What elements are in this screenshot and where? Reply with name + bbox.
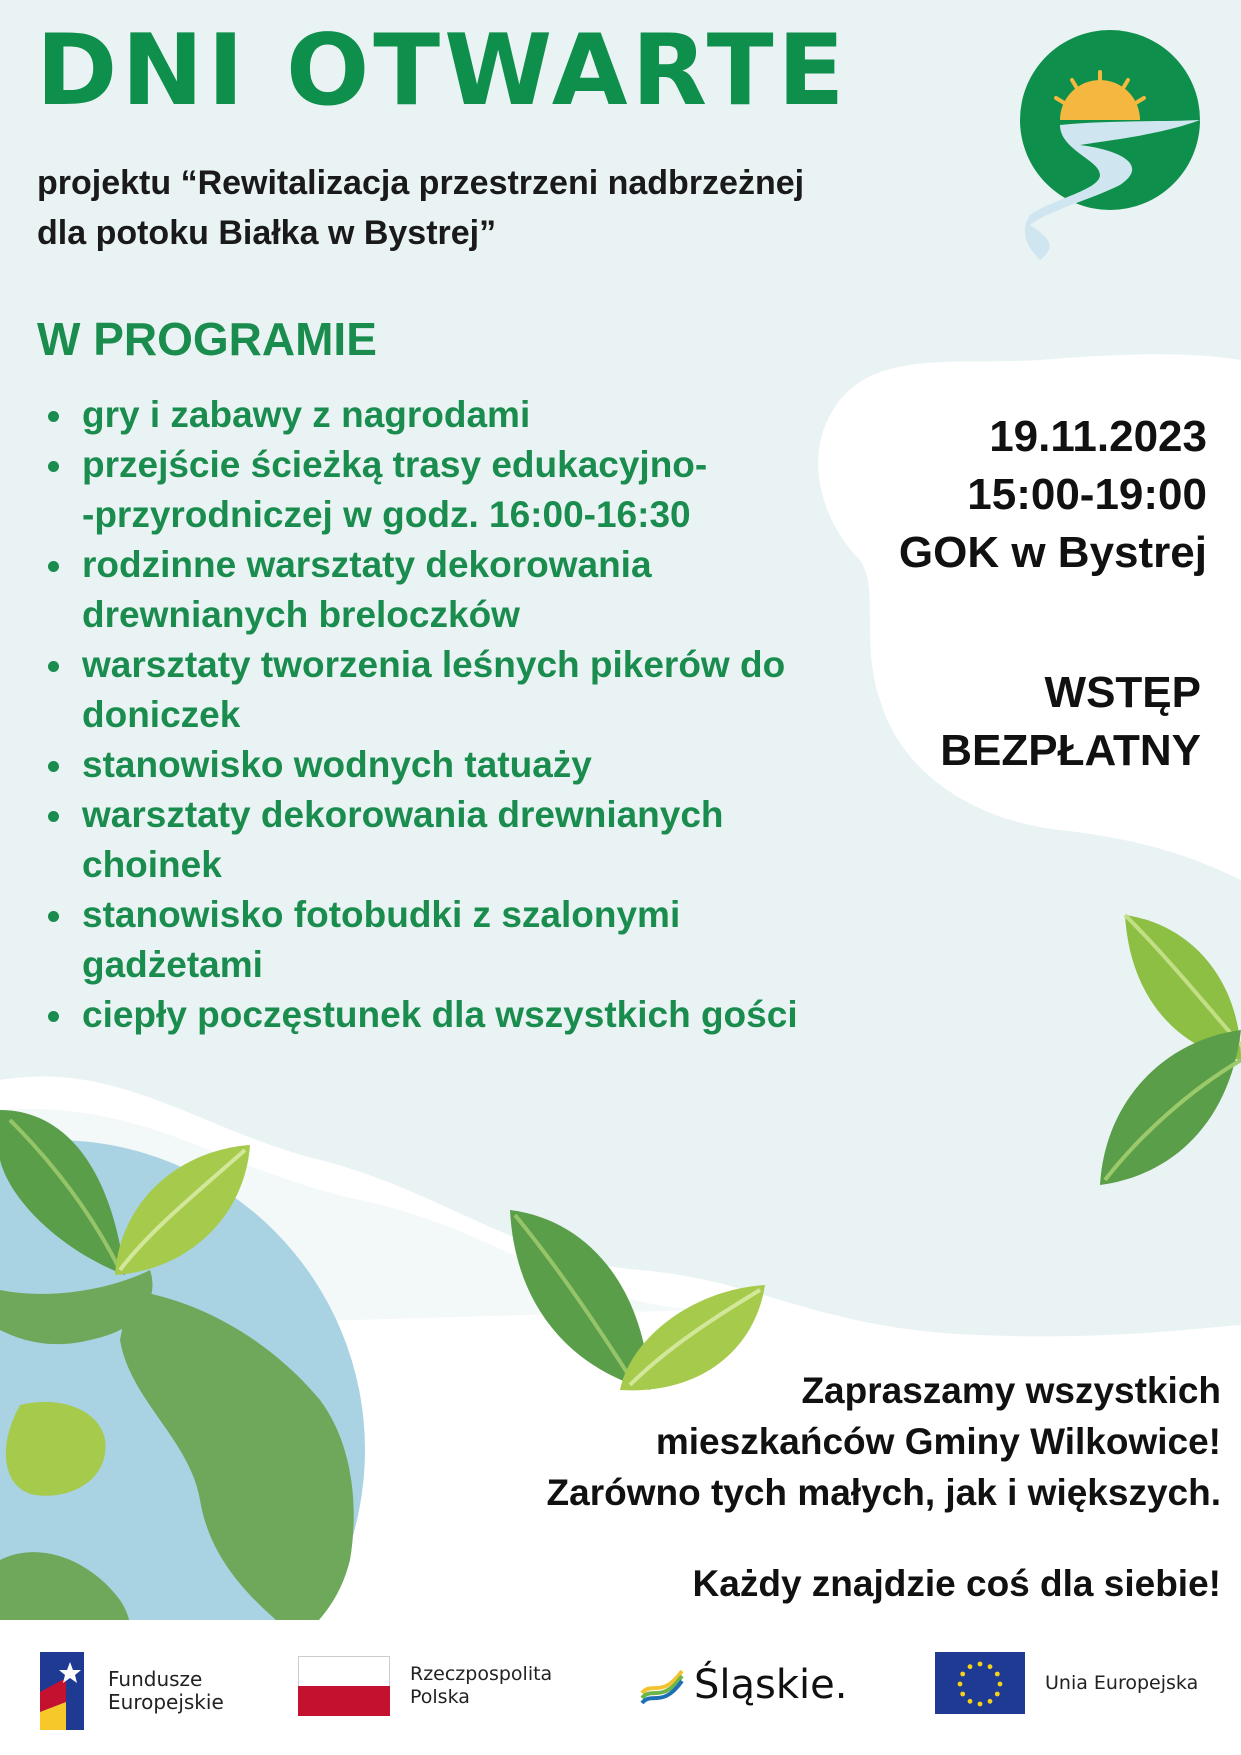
fe-line-1: Fundusze [108, 1667, 203, 1691]
list-item: rodzinne warsztaty dekorowania drewnianych breloczków [42, 540, 902, 640]
page-title: DNI OTWARTE [36, 14, 849, 128]
fundusze-europejskie-logo [40, 1652, 224, 1730]
event-info [899, 408, 1207, 582]
list-item: stanowisko wodnych tatuaży [42, 740, 902, 790]
event-date: 19.11.2023 [989, 412, 1207, 461]
rp-line-1: Rzeczpospolita [410, 1663, 553, 1685]
unia-europejska-logo [935, 1652, 1198, 1714]
ue-label: Unia Europejska [1045, 1672, 1199, 1694]
poland-flag-icon [298, 1656, 390, 1716]
project-subtitle [37, 158, 997, 258]
invite-line-3: Zarówno tych małych, jak i większych. [546, 1472, 1221, 1513]
rzeczpospolita-polska-logo [298, 1656, 552, 1716]
river-sun-logo-icon [1020, 30, 1200, 260]
list-item: przejście ścieżką trasy edukacyjno- -przyrodniczej w godz. 16:00-16:30 [42, 440, 902, 540]
rp-line-2: Polska [410, 1686, 470, 1708]
invite-line-4: Każdy znajdzie coś dla siebie! [692, 1563, 1221, 1604]
list-item: stanowisko fotobudki z szalonymi gadżetami [42, 890, 902, 990]
invite-line-2: mieszkańców Gminy Wilkowice! [655, 1421, 1221, 1462]
list-item: warsztaty dekorowania drewnianych choinek [42, 790, 902, 890]
program-list [42, 390, 902, 1040]
entry-line-2: BEZPŁATNY [940, 726, 1201, 775]
list-item: warsztaty tworzenia leśnych pikerów do doniczek [42, 640, 902, 740]
leaves-right-icon [1100, 915, 1241, 1185]
event-time: 15:00-19:00 [967, 470, 1207, 519]
list-item: gry i zabawy z nagrodami [42, 390, 902, 440]
entry-line-1: WSTĘP [1044, 668, 1201, 717]
program-heading: W PROGRAMIE [37, 313, 377, 365]
fe-flag-icon [40, 1652, 84, 1730]
subtitle-line-1: projektu “Rewitalizacja przestrzeni nadbrzeżnej [37, 164, 805, 202]
event-place: GOK w Bystrej [898, 528, 1207, 577]
subtitle-line-2: dla potoku Białka w Bystrej” [37, 214, 497, 252]
eu-flag-icon [935, 1652, 1025, 1714]
fe-line-2: Europejskie [108, 1690, 224, 1714]
slaskie-waves-icon [640, 1663, 684, 1707]
slaskie-logo [640, 1662, 847, 1708]
invitation-text [547, 1365, 1221, 1609]
footer-logos [0, 1620, 1241, 1755]
slaskie-label: Śląskie. [694, 1662, 848, 1708]
list-item: ciepły poczęstunek dla wszystkich gości [42, 990, 902, 1040]
invite-line-1: Zapraszamy wszystkich [801, 1370, 1221, 1411]
free-entry [940, 664, 1201, 780]
